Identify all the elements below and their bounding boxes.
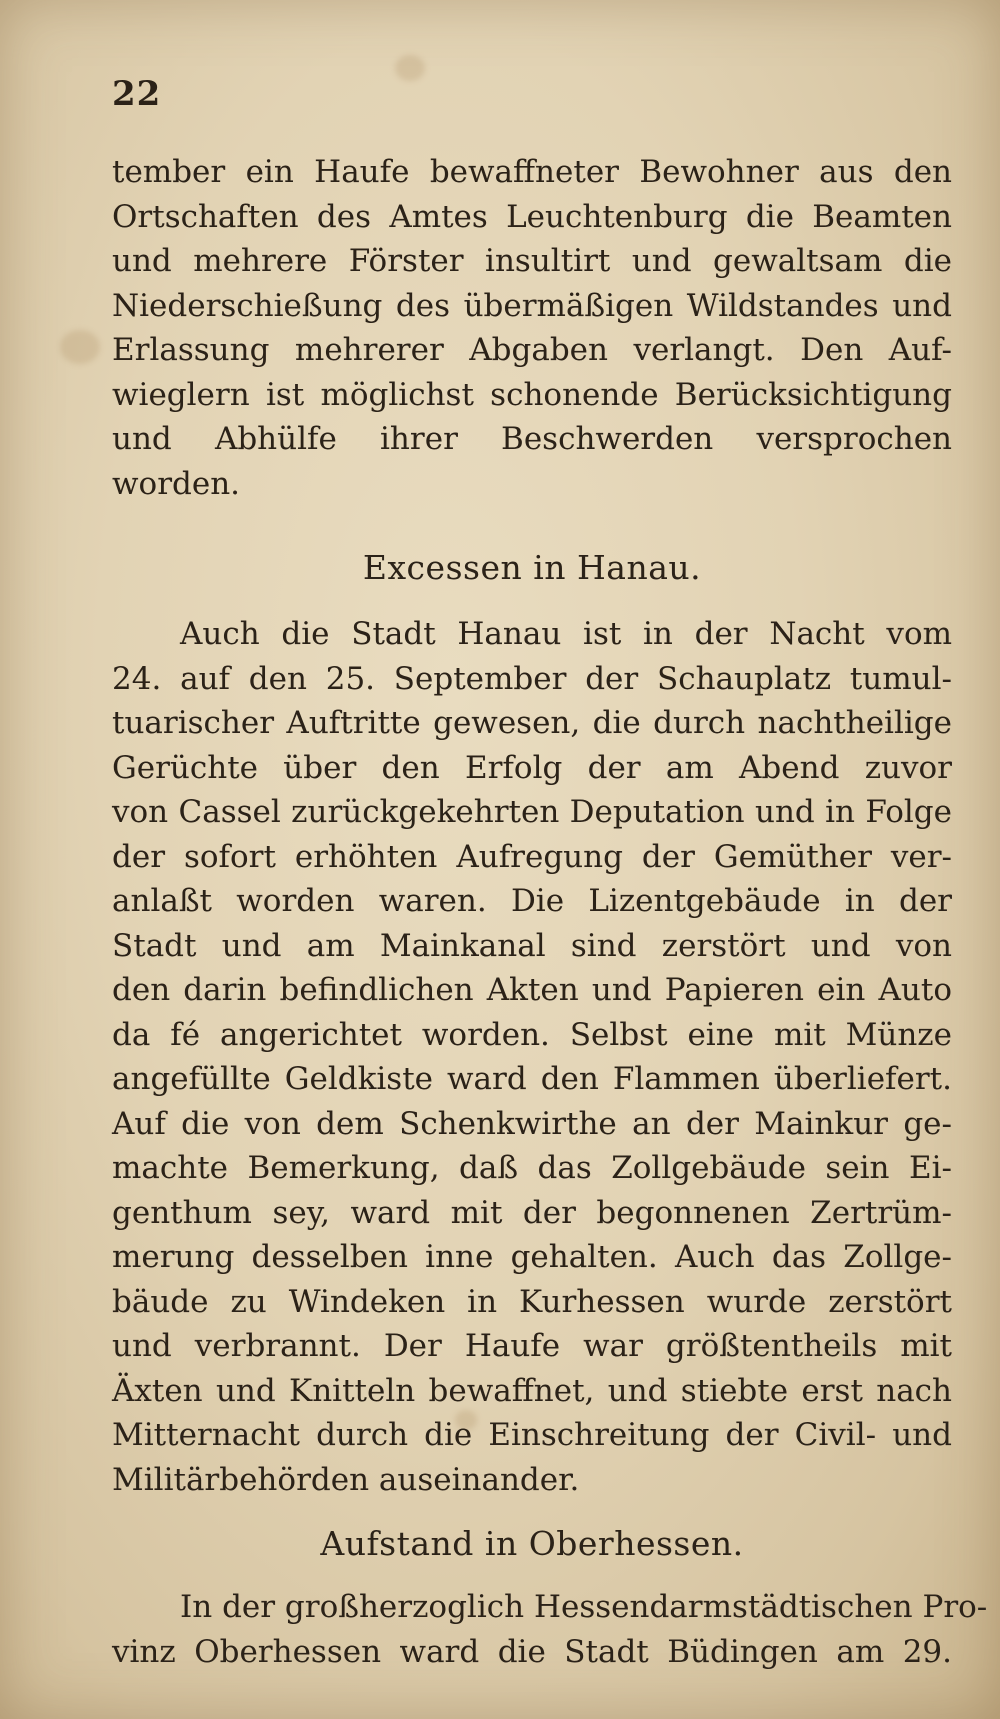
paragraph-1 [112, 150, 952, 506]
text-line: Ortschaften des Amtes Leuchtenburg die Beamten [112, 198, 952, 235]
paper-stain [60, 330, 100, 364]
text-line: Stadt und am Mainkanal sind zerstört und von [112, 927, 952, 964]
text-line: und verbrannt. Der Haufe war größtentheils mit [112, 1328, 952, 1364]
section-heading-hanau: Excessen in Hanau. [362, 548, 702, 587]
text-line: Erlassung mehrerer Abgaben verlangt. Den Auf- [112, 332, 952, 368]
text-line: von Cassel zurückgekehrten Deputation und in Folge [112, 794, 952, 830]
text-line: den darin befindlichen Akten und Papieren ein Auto [112, 972, 952, 1008]
section-heading-oberhessen: Aufstand in Oberhessen. [320, 1524, 744, 1563]
text-line: und Abhülfe ihrer Beschwerden versprochen [112, 421, 952, 457]
text-line: machte Bemerkung, daß das Zollgebäude sein Ei- [112, 1150, 952, 1186]
text-line: da fé angerichtet worden. Selbst eine mit Münze [112, 1016, 952, 1053]
paragraph-3 [112, 1585, 988, 1674]
text-line: und mehrere Förster insultirt und gewaltsam die [112, 243, 952, 279]
page-number: 22 [112, 74, 162, 114]
text-line: vinz Oberhessen ward die Stadt Büdingen am 29. [112, 1633, 952, 1670]
text-line: Militärbehörden auseinander. [112, 1461, 580, 1498]
text-line: Niederschießung des übermäßigen Wildstandes und [112, 287, 952, 324]
text-line: Auf die von dem Schenkwirthe an der Mainkur ge- [112, 1105, 952, 1142]
text-line: anlaßt worden waren. Die Lizentgebäude in der [112, 883, 952, 919]
text-line: genthum sey, ward mit der begonnenen Zertrüm- [112, 1194, 952, 1231]
text-line: wieglern ist möglichst schonende Berücksichtigung [112, 376, 952, 413]
text-line: merung desselben inne gehalten. Auch das Zollge- [112, 1239, 952, 1275]
text-line: tember ein Haufe bewaffneter Bewohner aus den [112, 154, 952, 190]
paragraph-2 [112, 612, 952, 1502]
text-line: angefüllte Geldkiste ward den Flammen überliefert. [112, 1061, 952, 1097]
text-line: Auch die Stadt Hanau ist in der Nacht vom [180, 616, 952, 652]
paper-stain [395, 55, 425, 81]
text-line: tuarischer Auftritte gewesen, die durch nachtheilige [112, 705, 952, 741]
text-line: Äxten und Knitteln bewaffnet, und stiebte erst nach [112, 1372, 952, 1409]
text-line: 24. auf den 25. September der Schauplatz tumul- [112, 660, 952, 697]
text-line: Mitternacht durch die Einschreitung der Civil- und [112, 1417, 952, 1453]
text-line: In der großherzoglich Hessendarmstädtischen Pro- [180, 1589, 988, 1625]
text-line: der sofort erhöhten Aufregung der Gemüther ver- [112, 838, 952, 875]
text-line: worden. [112, 465, 241, 502]
text-line: Gerüchte über den Erfolg der am Abend zuvor [112, 749, 952, 786]
text-line: bäude zu Windeken in Kurhessen wurde zerstört [112, 1283, 952, 1320]
